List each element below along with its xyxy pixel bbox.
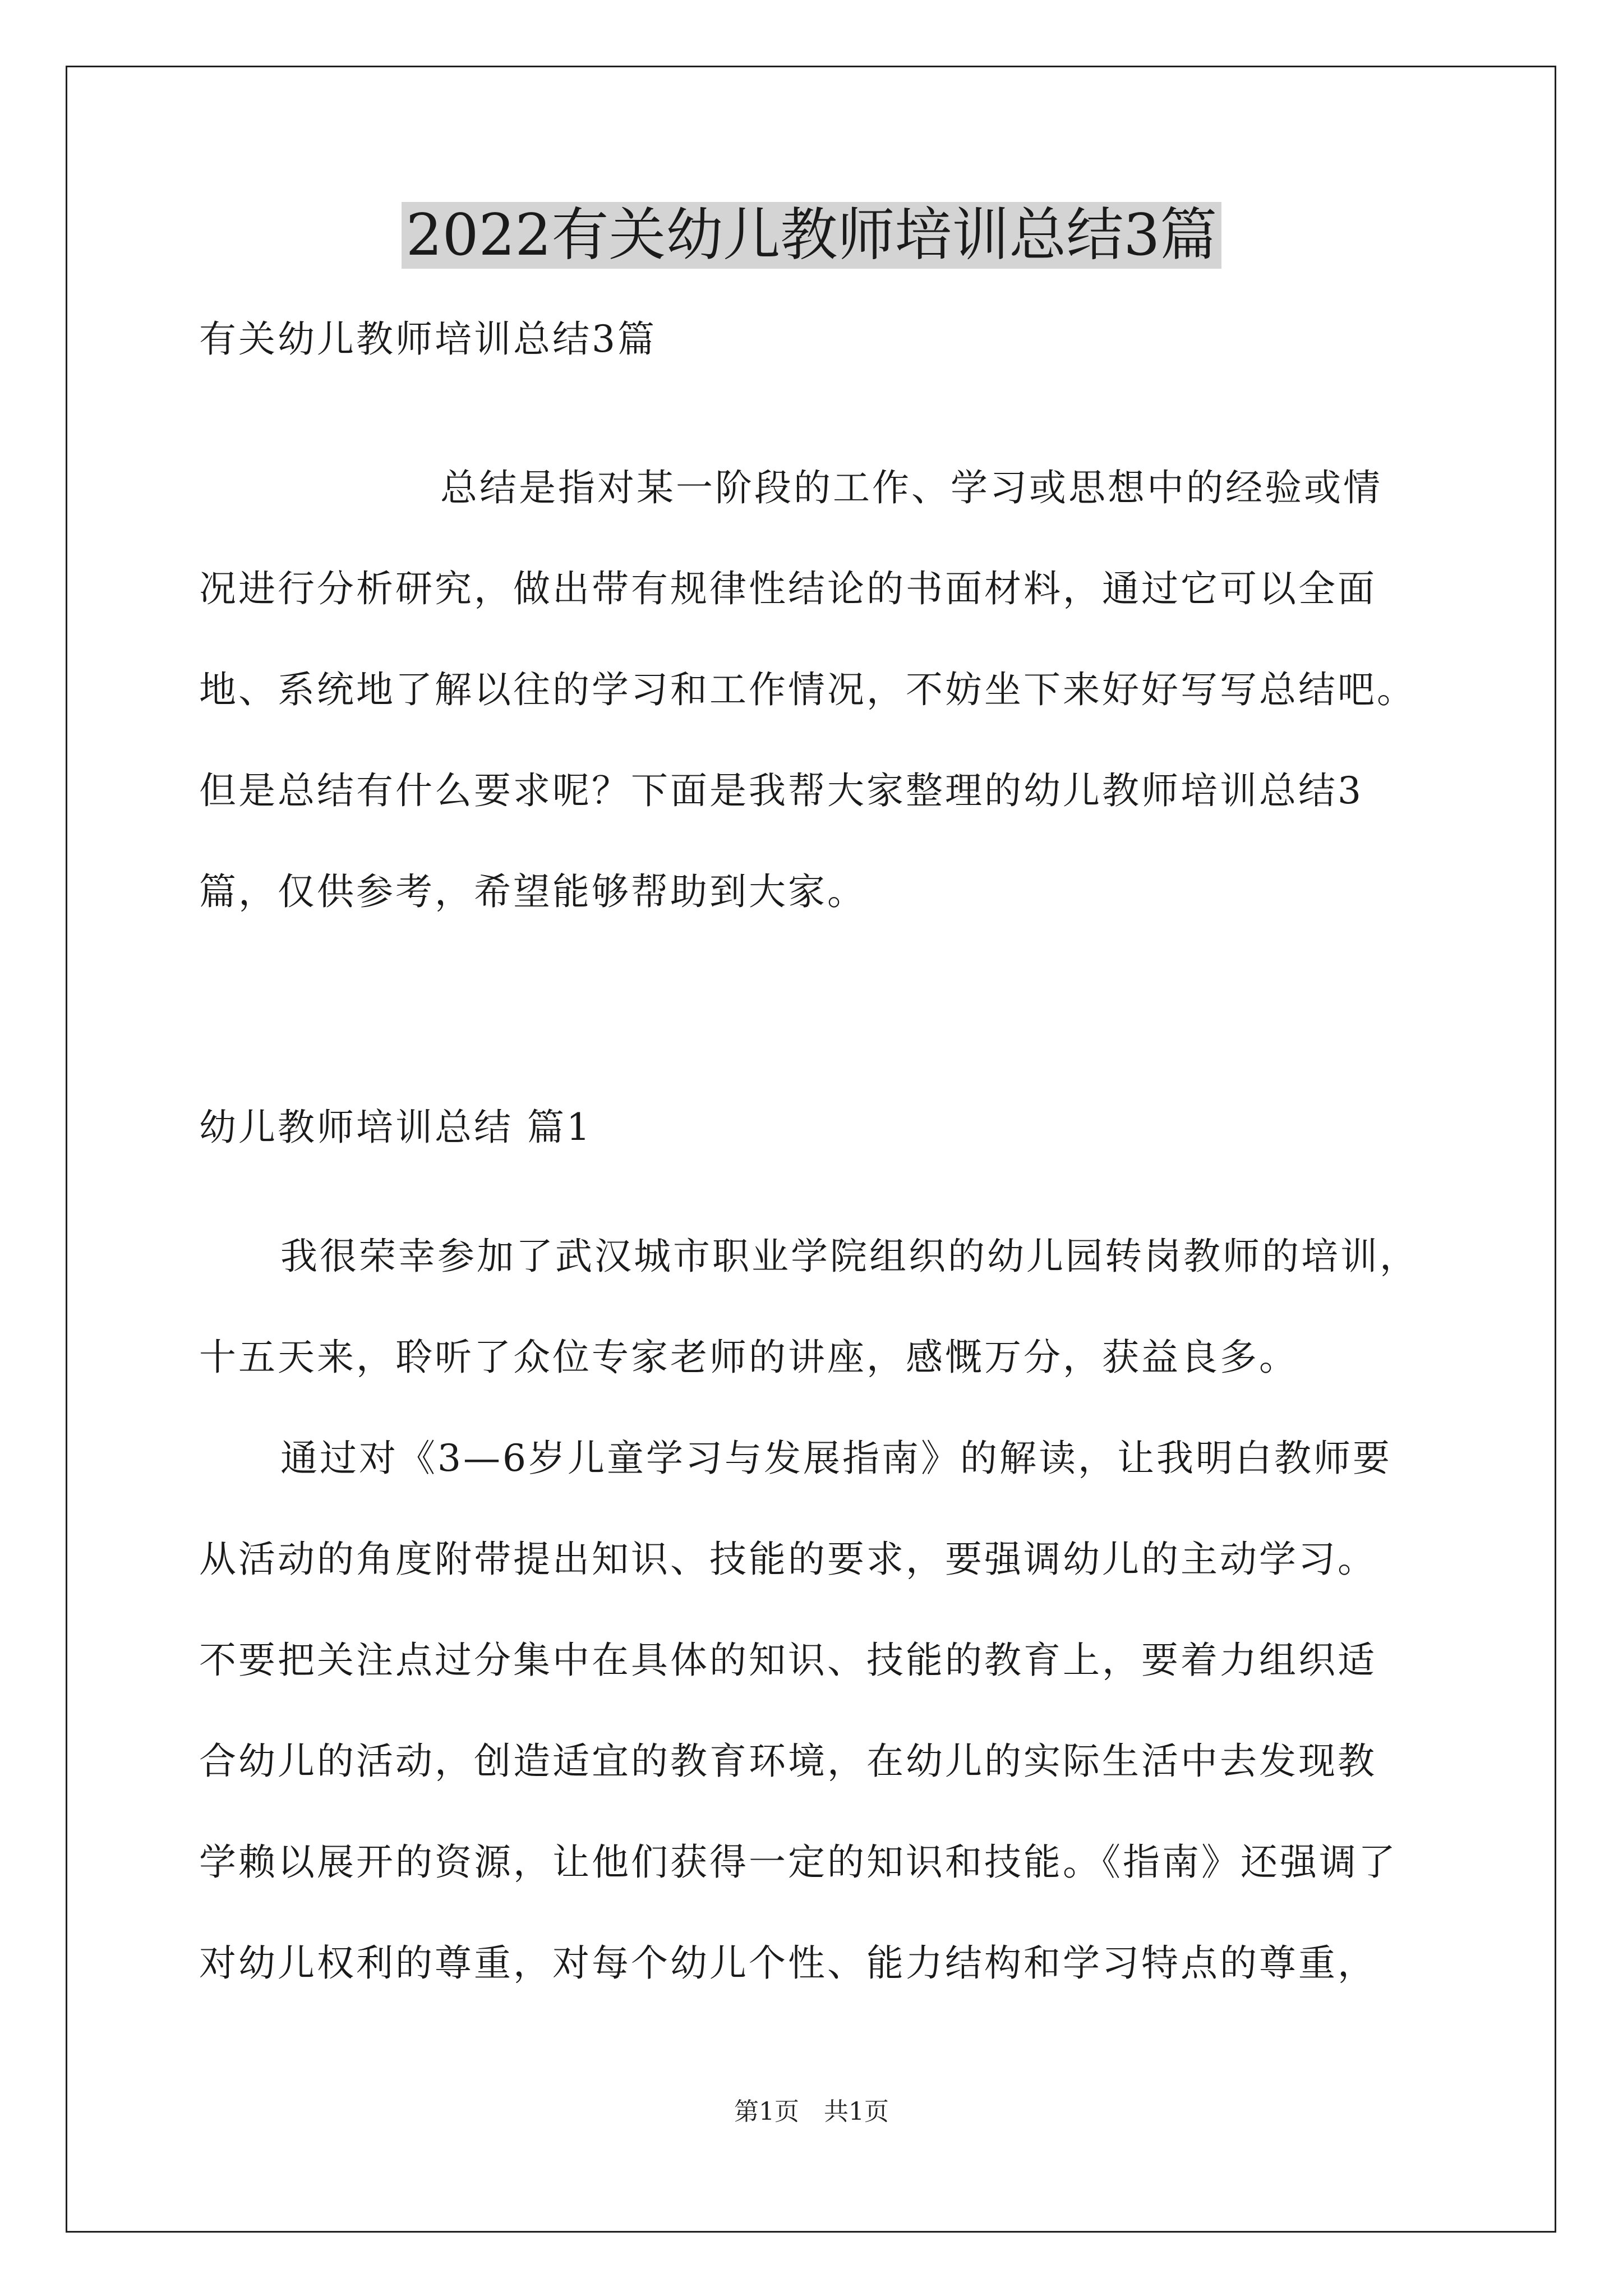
document-title xyxy=(0,194,1623,278)
intro-line: 但是总结有什么要求呢？下面是我帮大家整理的幼儿教师培训总结3 xyxy=(199,769,1363,812)
intro-line: 总结是指对某一阶段的工作、学习或思想中的经验或情 xyxy=(440,466,1382,509)
intro-line: 篇，仅供参考，希望能够帮助到大家。 xyxy=(199,870,866,913)
paragraph-line: 合幼儿的活动，创造适宜的教育环境，在幼儿的实际生活中去发现教 xyxy=(199,1740,1377,1783)
paragraph-line: 我很荣幸参加了武汉城市职业学院组织的幼儿园转岗教师的培训， xyxy=(280,1235,1419,1278)
paragraph-line: 不要把关注点过分集中在具体的知识、技能的教育上，要着力组织适 xyxy=(199,1639,1377,1682)
document-title-text: 2022有关幼儿教师培训总结3篇 xyxy=(402,202,1221,269)
paragraph-line: 从活动的角度附带提出知识、技能的要求，要强调幼儿的主动学习。 xyxy=(199,1538,1377,1581)
paragraph-line: 通过对《3—6岁儿童学习与发展指南》的解读，让我明白教师要 xyxy=(280,1437,1392,1480)
paragraph-line: 对幼儿权利的尊重，对每个幼儿个性、能力结构和学习特点的尊重， xyxy=(199,1941,1377,1985)
document-subtitle: 有关幼儿教师培训总结3篇 xyxy=(199,318,657,361)
section-heading: 幼儿教师培训总结 篇1 xyxy=(199,1106,592,1149)
page-footer: 第1页 共1页 xyxy=(734,2097,889,2126)
intro-line: 况进行分析研究，做出带有规律性结论的书面材料，通过它可以全面 xyxy=(199,567,1377,610)
paragraph-line: 学赖以展开的资源，让他们获得一定的知识和技能。《指南》还强调了 xyxy=(199,1841,1398,1884)
paragraph-line: 十五天来，聆听了众位专家老师的讲座，感慨万分，获益良多。 xyxy=(199,1336,1298,1379)
intro-line: 地、系统地了解以往的学习和工作情况，不妨坐下来好好写写总结吧。 xyxy=(199,668,1416,711)
